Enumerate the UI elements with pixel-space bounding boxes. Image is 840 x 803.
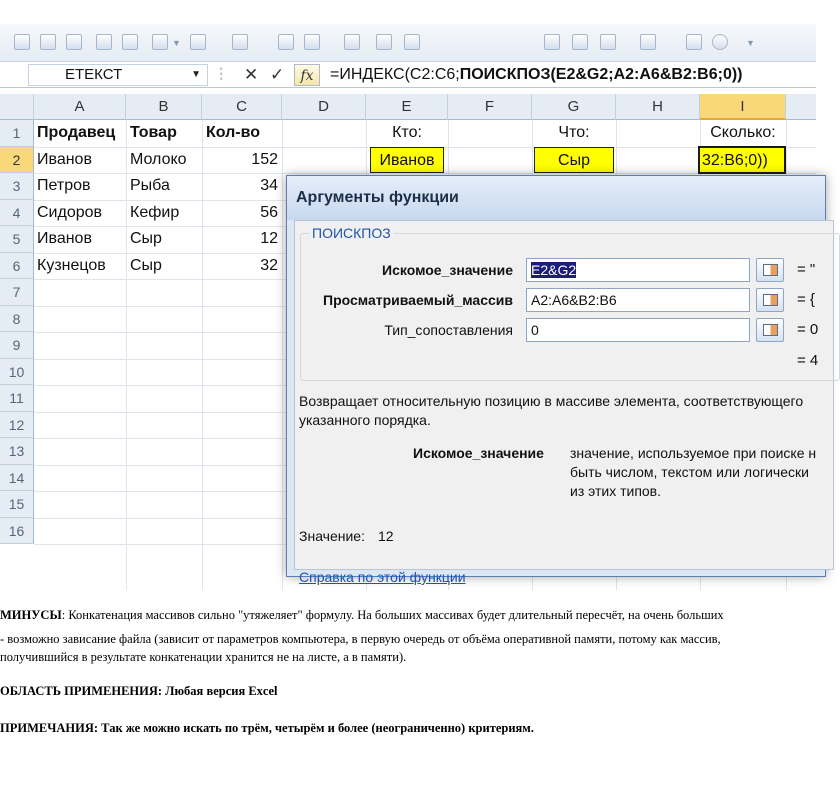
undo-icon[interactable] [152,34,168,50]
cell-g2-what[interactable]: Сыр [534,147,614,173]
row-header[interactable]: 4 [0,200,34,227]
row-header[interactable]: 15 [0,491,34,518]
arg-value-lookup-value: E2&G2 [531,262,577,278]
row-header[interactable]: 13 [0,438,34,465]
value-result: 12 [378,528,394,544]
function-description-line1: Возвращает относительную позицию в массиве элемента, соответствующего [299,393,804,409]
cell-b5[interactable]: Сыр [130,230,162,247]
cell-c6[interactable]: 32 [260,256,278,274]
cell-c3[interactable]: 34 [260,177,278,194]
arg-result-lookup-value: = " [797,261,816,278]
grid-icon[interactable] [404,34,420,50]
cell-g1[interactable]: Что: [558,124,590,141]
row-header[interactable]: 5 [0,226,34,253]
cell-i1[interactable]: Сколько: [710,124,776,141]
scope-paragraph [0,682,816,701]
function-arguments-dialog [286,175,826,585]
row-header[interactable]: 11 [0,385,34,412]
cell-c1[interactable]: Кол-во [206,124,261,141]
sheet-icon[interactable] [572,34,588,50]
column-header-i[interactable]: I [700,94,786,120]
scope-text: ОБЛАСТЬ ПРИМЕНЕНИЯ: Любая версия Excel [0,684,278,698]
name-box-dropdown-icon[interactable]: ▼ [191,69,201,80]
column-header-e[interactable]: E [366,94,448,120]
column-header-b[interactable]: B [126,94,202,120]
active-cell-text: 32:B6;0)) [702,151,768,169]
active-cell-i2[interactable] [698,146,786,174]
cell-b1[interactable]: Товар [130,124,177,141]
select-all-corner[interactable] [0,94,34,120]
function-description-line2: указанного порядка. [299,412,431,428]
notes-text: ПРИМЕЧАНИЯ: Так же можно искать по трём, четырём и более (неограниченно) критериям. [0,721,534,735]
name-box-value: ЕТЕКСТ [65,66,123,83]
dialog-title[interactable]: Аргументы функции [287,176,825,220]
collapse-button-match-type[interactable] [756,318,784,342]
cancel-icon[interactable]: ✕ [244,65,259,84]
minus-paragraph-line1 [0,606,816,625]
argument-help-name: Искомое_значение [413,445,544,461]
row-header[interactable]: 9 [0,332,34,359]
column-headers [0,94,816,120]
quick-access-toolbar [0,24,816,62]
zoom-icon[interactable] [278,34,294,50]
range-select-icon [763,264,778,276]
camera-icon[interactable] [344,34,360,50]
row-header[interactable]: 10 [0,359,34,386]
arg-result-match-type: = 0 [797,321,819,338]
name-box[interactable] [28,64,208,86]
collapse-button-lookup-value[interactable] [756,258,784,282]
range-select-icon [763,294,778,306]
arg-label-lookup-array: Просматриваемый_массив [323,292,513,308]
column-header-d[interactable]: D [282,94,366,120]
range-select-icon [763,324,778,336]
pi-icon[interactable] [232,34,248,50]
arg-label-match-type: Тип_сопоставления [384,322,513,338]
function-name: ПОИСКПОЗ [309,225,394,241]
row-header[interactable]: 3 [0,173,34,200]
arg-input-match-type[interactable]: 0 [526,318,750,342]
minus-paragraph-line2: - возможно зависание файла (зависит от параметров компьютера, в первую очередь от объёма оперативной памяти, потому как массив, [0,632,721,646]
open-icon[interactable] [66,34,82,50]
row-header[interactable]: 6 [0,253,34,280]
cell-a2[interactable]: Иванов [37,150,92,168]
arg-input-lookup-value[interactable] [526,258,750,282]
collapse-button-lookup-array[interactable] [756,288,784,312]
macro-icon[interactable] [304,34,320,50]
help-link[interactable]: Справка по этой функции [299,569,466,585]
cell-b6[interactable]: Сыр [130,256,162,274]
column-header-g[interactable]: G [532,94,616,120]
row-header[interactable]: 12 [0,412,34,439]
column-header-c[interactable]: C [202,94,282,120]
arguments-group [300,225,840,381]
cell-b2[interactable]: Молоко [130,150,187,168]
cell-c5[interactable]: 12 [260,230,278,247]
column-header-f[interactable]: F [448,94,532,120]
minus-title: МИНУСЫ [0,608,62,622]
formula-buttons [214,64,324,86]
cell-b3[interactable]: Рыба [130,177,170,194]
row-header[interactable]: 16 [0,518,34,545]
row-header[interactable]: 14 [0,465,34,492]
cell-c2[interactable]: 152 [251,150,278,168]
formula-result-preview: = 4 [797,352,819,369]
save-icon[interactable] [14,34,30,50]
chart-icon[interactable] [640,34,656,50]
column-header-h[interactable]: H [616,94,700,120]
notes-paragraph [0,719,816,738]
argument-help-line2: быть числом, текстом или логически [570,464,809,480]
cell-a4[interactable]: Сидоров [37,203,103,221]
form-icon[interactable] [600,34,616,50]
cell-a3[interactable]: Петров [37,177,91,194]
table-icon[interactable] [376,34,392,50]
argument-help-line3: из этих типов. [570,483,662,499]
cell-b4[interactable]: Кефир [130,203,180,221]
cell-e1[interactable]: Кто: [392,124,422,141]
formula-input[interactable] [330,62,743,88]
row-header[interactable]: 7 [0,279,34,306]
row-header[interactable]: 8 [0,306,34,333]
row-header[interactable]: 1 [0,120,34,147]
customize-dropdown-icon[interactable]: ▼ [746,38,755,48]
new-file-icon[interactable] [40,34,56,50]
column-header-a[interactable]: A [34,94,126,120]
arg-label-lookup-value: Искомое_значение [382,262,513,278]
cell-a5[interactable]: Иванов [37,230,92,247]
print-icon[interactable] [96,34,112,50]
insert-function-button[interactable]: fx [294,64,320,86]
cell-e2-who[interactable]: Иванов [370,147,444,173]
minus-paragraph-line3: получившийся в результате конкатенации хранится не на листе, а в памяти). [0,650,407,664]
smiley-icon[interactable] [712,34,728,50]
argument-help-line1: значение, используемое при поиске н [570,445,817,461]
formula-bar [0,62,816,88]
cell-a1[interactable]: Продавец [37,124,116,141]
paste-icon[interactable] [686,34,702,50]
separator-dots-icon: ⁝ [218,64,225,86]
arg-result-lookup-array: = { [797,291,815,308]
formula-prefix: =ИНДЕКС(C2:C6; [330,66,460,83]
row-header[interactable]: 2 [0,147,34,174]
value-label: Значение: [299,528,365,544]
dialog-body [294,220,834,585]
redo-icon[interactable] [190,34,206,50]
undo-dropdown-icon[interactable]: ▼ [172,38,181,48]
arg-input-lookup-array[interactable]: A2:A6&B2:B6 [526,288,750,312]
cell-a6[interactable]: Кузнецов [37,256,106,274]
minus-text-line1: : Конкатенация массивов сильно "утяжеляет" формулу. На больших массивах будет длительный пересчёт, на очень больших [61,608,724,622]
formula-bold-part: ПОИСКПОЗ(E2&G2;A2:A6&B2:B6;0)) [459,66,743,83]
enter-icon[interactable]: ✓ [270,65,285,84]
preview-icon[interactable] [122,34,138,50]
arrow-right-icon[interactable] [544,34,560,50]
cell-c4[interactable]: 56 [260,203,278,221]
